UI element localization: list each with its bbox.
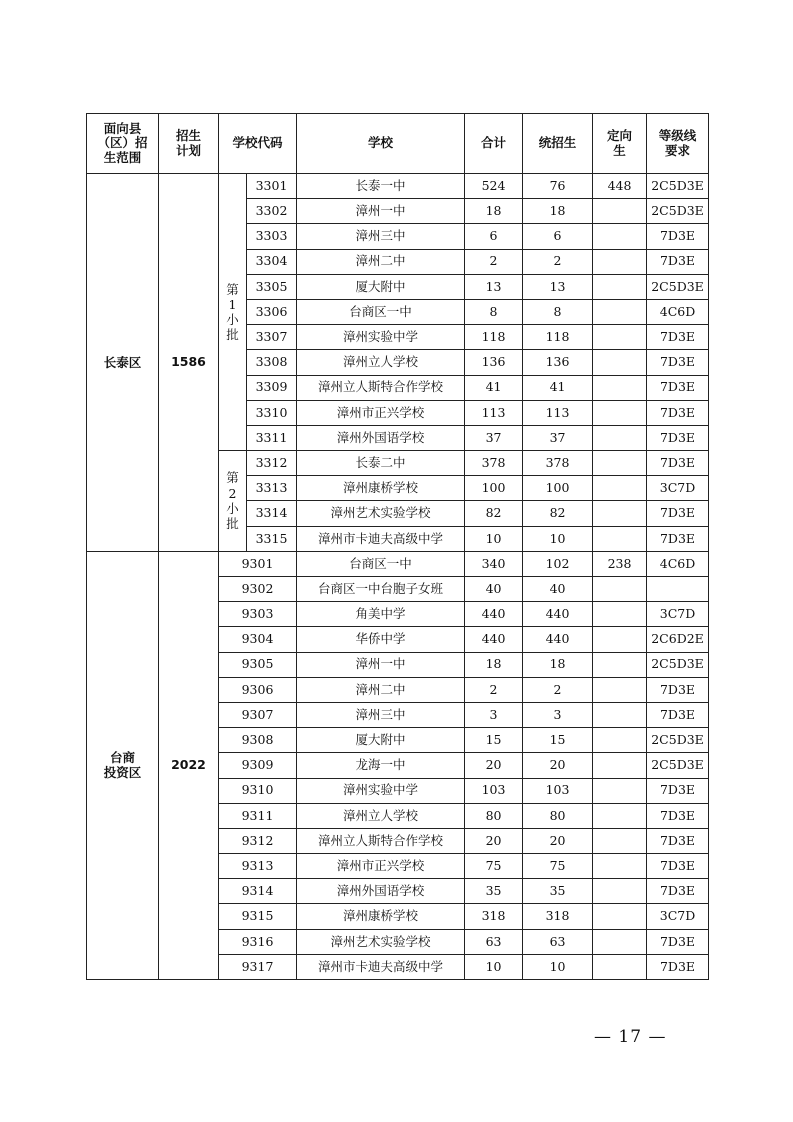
unified-count: 10 (523, 526, 593, 551)
total-count: 2 (465, 249, 523, 274)
directed-count (593, 652, 647, 677)
directed-count (593, 400, 647, 425)
header-text-line: 招生 (175, 128, 201, 144)
directed-count (593, 375, 647, 400)
unified-count: 118 (523, 325, 593, 350)
unified-count: 75 (523, 854, 593, 879)
school-code: 9302 (219, 577, 297, 602)
total-count: 340 (465, 551, 523, 576)
grade-requirement: 7D3E (647, 929, 709, 954)
grade-requirement (647, 577, 709, 602)
grade-requirement: 7D3E (647, 325, 709, 350)
total-count: 378 (465, 451, 523, 476)
header-directed (593, 114, 647, 174)
total-count: 35 (465, 879, 523, 904)
header-text-line: 面向县 (103, 120, 142, 136)
school-code: 9307 (219, 702, 297, 727)
grade-requirement: 2C5D3E (647, 753, 709, 778)
school-name: 漳州一中 (297, 199, 465, 224)
header-grade-requirement (647, 114, 709, 174)
total-count: 318 (465, 904, 523, 929)
school-code: 3308 (247, 350, 297, 375)
school-name: 长泰一中 (297, 174, 465, 199)
unified-count: 102 (523, 551, 593, 576)
school-name: 台商区一中 (297, 299, 465, 324)
school-code: 9313 (219, 854, 297, 879)
region-name-line: 长泰区 (103, 354, 142, 370)
school-name: 漳州立人学校 (297, 803, 465, 828)
school-name: 角美中学 (297, 602, 465, 627)
total-count: 440 (465, 602, 523, 627)
directed-count (593, 199, 647, 224)
school-code: 3301 (247, 174, 297, 199)
directed-count (593, 350, 647, 375)
unified-count: 6 (523, 224, 593, 249)
directed-count (593, 803, 647, 828)
school-name: 漳州三中 (297, 702, 465, 727)
batch-label-char: 第 (226, 470, 239, 486)
directed-count (593, 577, 647, 602)
school-name: 漳州外国语学校 (297, 425, 465, 450)
header-school (297, 114, 465, 174)
unified-count: 2 (523, 677, 593, 702)
directed-count: 448 (593, 174, 647, 199)
school-name: 漳州实验中学 (297, 325, 465, 350)
header-school-code (219, 114, 297, 174)
school-code: 9305 (219, 652, 297, 677)
school-name: 漳州立人学校 (297, 350, 465, 375)
directed-count (593, 728, 647, 753)
batch-label (219, 451, 247, 552)
school-name: 漳州二中 (297, 677, 465, 702)
directed-count (593, 602, 647, 627)
header-text-line: 学校 (368, 135, 394, 151)
school-name: 漳州艺术实验学校 (297, 501, 465, 526)
total-count: 13 (465, 274, 523, 299)
directed-count (593, 753, 647, 778)
school-code: 3303 (247, 224, 297, 249)
school-code: 9312 (219, 828, 297, 853)
directed-count (593, 425, 647, 450)
total-count: 100 (465, 476, 523, 501)
batch-label-char: 批 (226, 327, 239, 343)
total-count: 103 (465, 778, 523, 803)
page-number: — 17 — (594, 1027, 667, 1047)
school-code: 3302 (247, 199, 297, 224)
total-count: 15 (465, 728, 523, 753)
header-text-line: 合计 (481, 135, 507, 151)
batch-label (219, 174, 247, 451)
total-count: 20 (465, 828, 523, 853)
directed-count (593, 274, 647, 299)
total-count: 20 (465, 753, 523, 778)
header-text-line: 学校代码 (232, 135, 283, 151)
school-name: 漳州康桥学校 (297, 476, 465, 501)
enrollment-table (86, 113, 709, 980)
grade-requirement: 7D3E (647, 425, 709, 450)
grade-requirement: 2C5D3E (647, 174, 709, 199)
grade-requirement: 2C5D3E (647, 728, 709, 753)
school-code: 9315 (219, 904, 297, 929)
total-count: 40 (465, 577, 523, 602)
header-plan (159, 114, 219, 174)
unified-count: 103 (523, 778, 593, 803)
school-code: 3315 (247, 526, 297, 551)
region-name-line: 台商 (109, 750, 135, 766)
total-count: 2 (465, 677, 523, 702)
batch-label-char: 小 (226, 500, 239, 516)
header-region (87, 114, 159, 174)
school-name: 台商区一中 (297, 551, 465, 576)
school-name: 华侨中学 (297, 627, 465, 652)
school-name: 漳州市正兴学校 (297, 854, 465, 879)
school-name: 漳州三中 (297, 224, 465, 249)
directed-count (593, 778, 647, 803)
region-name-line: 投资区 (103, 765, 142, 781)
school-name: 厦大附中 (297, 728, 465, 753)
school-code: 9310 (219, 778, 297, 803)
unified-count: 2 (523, 249, 593, 274)
school-code: 3314 (247, 501, 297, 526)
school-code: 9314 (219, 879, 297, 904)
total-count: 37 (465, 425, 523, 450)
directed-count (593, 249, 647, 274)
directed-count (593, 501, 647, 526)
grade-requirement: 4C6D (647, 299, 709, 324)
header-text-line: 等级线 (658, 128, 697, 144)
school-name: 长泰二中 (297, 451, 465, 476)
header-text-line: 计划 (175, 142, 201, 158)
unified-count: 20 (523, 828, 593, 853)
grade-requirement: 7D3E (647, 677, 709, 702)
directed-count (593, 325, 647, 350)
grade-requirement: 7D3E (647, 350, 709, 375)
header-text-line: 统招生 (538, 135, 577, 151)
unified-count: 18 (523, 199, 593, 224)
region-name (87, 551, 159, 979)
unified-count: 378 (523, 451, 593, 476)
total-count: 118 (465, 325, 523, 350)
grade-requirement: 3C7D (647, 904, 709, 929)
grade-requirement: 7D3E (647, 501, 709, 526)
school-code: 3310 (247, 400, 297, 425)
grade-requirement: 7D3E (647, 954, 709, 979)
grade-requirement: 7D3E (647, 854, 709, 879)
directed-count (593, 476, 647, 501)
total-count: 6 (465, 224, 523, 249)
grade-requirement: 7D3E (647, 451, 709, 476)
school-code: 9316 (219, 929, 297, 954)
total-count: 113 (465, 400, 523, 425)
unified-count: 82 (523, 501, 593, 526)
directed-count (593, 879, 647, 904)
unified-count: 35 (523, 879, 593, 904)
unified-count: 113 (523, 400, 593, 425)
school-name: 漳州康桥学校 (297, 904, 465, 929)
header-text-line: 生 (613, 142, 626, 158)
school-code: 3313 (247, 476, 297, 501)
total-count: 10 (465, 954, 523, 979)
directed-count (593, 828, 647, 853)
total-count: 18 (465, 652, 523, 677)
school-code: 3304 (247, 249, 297, 274)
grade-requirement: 3C7D (647, 602, 709, 627)
school-code: 9309 (219, 753, 297, 778)
grade-requirement: 7D3E (647, 778, 709, 803)
school-name: 龙海一中 (297, 753, 465, 778)
grade-requirement: 7D3E (647, 702, 709, 727)
directed-count (593, 702, 647, 727)
directed-count (593, 929, 647, 954)
header-text-line: （区）招 (97, 135, 148, 151)
table-header-row (87, 114, 709, 174)
directed-count (593, 299, 647, 324)
grade-requirement: 2C6D2E (647, 627, 709, 652)
batch-label-char: 2 (228, 485, 237, 501)
school-code: 9303 (219, 602, 297, 627)
school-name: 漳州艺术实验学校 (297, 929, 465, 954)
unified-count: 136 (523, 350, 593, 375)
directed-count (593, 627, 647, 652)
total-count: 63 (465, 929, 523, 954)
total-count: 41 (465, 375, 523, 400)
table-body (87, 174, 709, 980)
unified-count: 8 (523, 299, 593, 324)
unified-count: 76 (523, 174, 593, 199)
grade-requirement: 2C5D3E (647, 199, 709, 224)
school-code: 3311 (247, 425, 297, 450)
grade-requirement: 7D3E (647, 375, 709, 400)
school-name: 台商区一中台胞子女班 (297, 577, 465, 602)
directed-count (593, 854, 647, 879)
school-name: 漳州立人斯特合作学校 (297, 828, 465, 853)
unified-count: 318 (523, 904, 593, 929)
total-count: 524 (465, 174, 523, 199)
school-code: 9311 (219, 803, 297, 828)
total-count: 80 (465, 803, 523, 828)
grade-requirement: 7D3E (647, 803, 709, 828)
batch-label-char: 小 (226, 312, 239, 328)
total-count: 8 (465, 299, 523, 324)
directed-count (593, 526, 647, 551)
header-total (465, 114, 523, 174)
grade-requirement: 7D3E (647, 400, 709, 425)
batch-label-char: 批 (226, 516, 239, 532)
unified-count: 80 (523, 803, 593, 828)
table-row (87, 551, 709, 576)
grade-requirement: 7D3E (647, 879, 709, 904)
directed-count (593, 677, 647, 702)
unified-count: 100 (523, 476, 593, 501)
school-code: 9308 (219, 728, 297, 753)
school-name: 漳州立人斯特合作学校 (297, 375, 465, 400)
grade-requirement: 7D3E (647, 828, 709, 853)
school-code: 9304 (219, 627, 297, 652)
unified-count: 37 (523, 425, 593, 450)
grade-requirement: 7D3E (647, 224, 709, 249)
unified-count: 3 (523, 702, 593, 727)
unified-count: 440 (523, 602, 593, 627)
total-count: 75 (465, 854, 523, 879)
school-name: 漳州市卡迪夫高级中学 (297, 954, 465, 979)
grade-requirement: 3C7D (647, 476, 709, 501)
directed-count (593, 451, 647, 476)
school-name: 漳州一中 (297, 652, 465, 677)
batch-label-char: 第 (226, 281, 239, 297)
total-count: 3 (465, 702, 523, 727)
school-name: 厦大附中 (297, 274, 465, 299)
grade-requirement: 2C5D3E (647, 274, 709, 299)
school-code: 9301 (219, 551, 297, 576)
total-count: 18 (465, 199, 523, 224)
region-plan: 2022 (159, 551, 219, 979)
school-code: 9317 (219, 954, 297, 979)
header-text-line: 生范围 (103, 149, 142, 165)
unified-count: 20 (523, 753, 593, 778)
school-code: 3312 (247, 451, 297, 476)
school-code: 3307 (247, 325, 297, 350)
unified-count: 40 (523, 577, 593, 602)
unified-count: 13 (523, 274, 593, 299)
directed-count (593, 224, 647, 249)
region-plan: 1586 (159, 174, 219, 552)
directed-count (593, 954, 647, 979)
directed-count: 238 (593, 551, 647, 576)
region-name (87, 174, 159, 552)
school-name: 漳州实验中学 (297, 778, 465, 803)
header-unified (523, 114, 593, 174)
directed-count (593, 904, 647, 929)
total-count: 440 (465, 627, 523, 652)
unified-count: 440 (523, 627, 593, 652)
school-code: 3309 (247, 375, 297, 400)
unified-count: 41 (523, 375, 593, 400)
total-count: 82 (465, 501, 523, 526)
school-name: 漳州外国语学校 (297, 879, 465, 904)
unified-count: 63 (523, 929, 593, 954)
grade-requirement: 7D3E (647, 249, 709, 274)
school-name: 漳州市卡迪夫高级中学 (297, 526, 465, 551)
school-code: 3305 (247, 274, 297, 299)
unified-count: 15 (523, 728, 593, 753)
school-name: 漳州市正兴学校 (297, 400, 465, 425)
unified-count: 18 (523, 652, 593, 677)
batch-label-char: 1 (228, 296, 237, 312)
school-code: 9306 (219, 677, 297, 702)
grade-requirement: 7D3E (647, 526, 709, 551)
unified-count: 10 (523, 954, 593, 979)
total-count: 10 (465, 526, 523, 551)
grade-requirement: 2C5D3E (647, 652, 709, 677)
school-code: 3306 (247, 299, 297, 324)
header-text-line: 要求 (665, 142, 691, 158)
table-row (87, 174, 709, 199)
total-count: 136 (465, 350, 523, 375)
header-text-line: 定向 (607, 128, 633, 144)
grade-requirement: 4C6D (647, 551, 709, 576)
school-name: 漳州二中 (297, 249, 465, 274)
